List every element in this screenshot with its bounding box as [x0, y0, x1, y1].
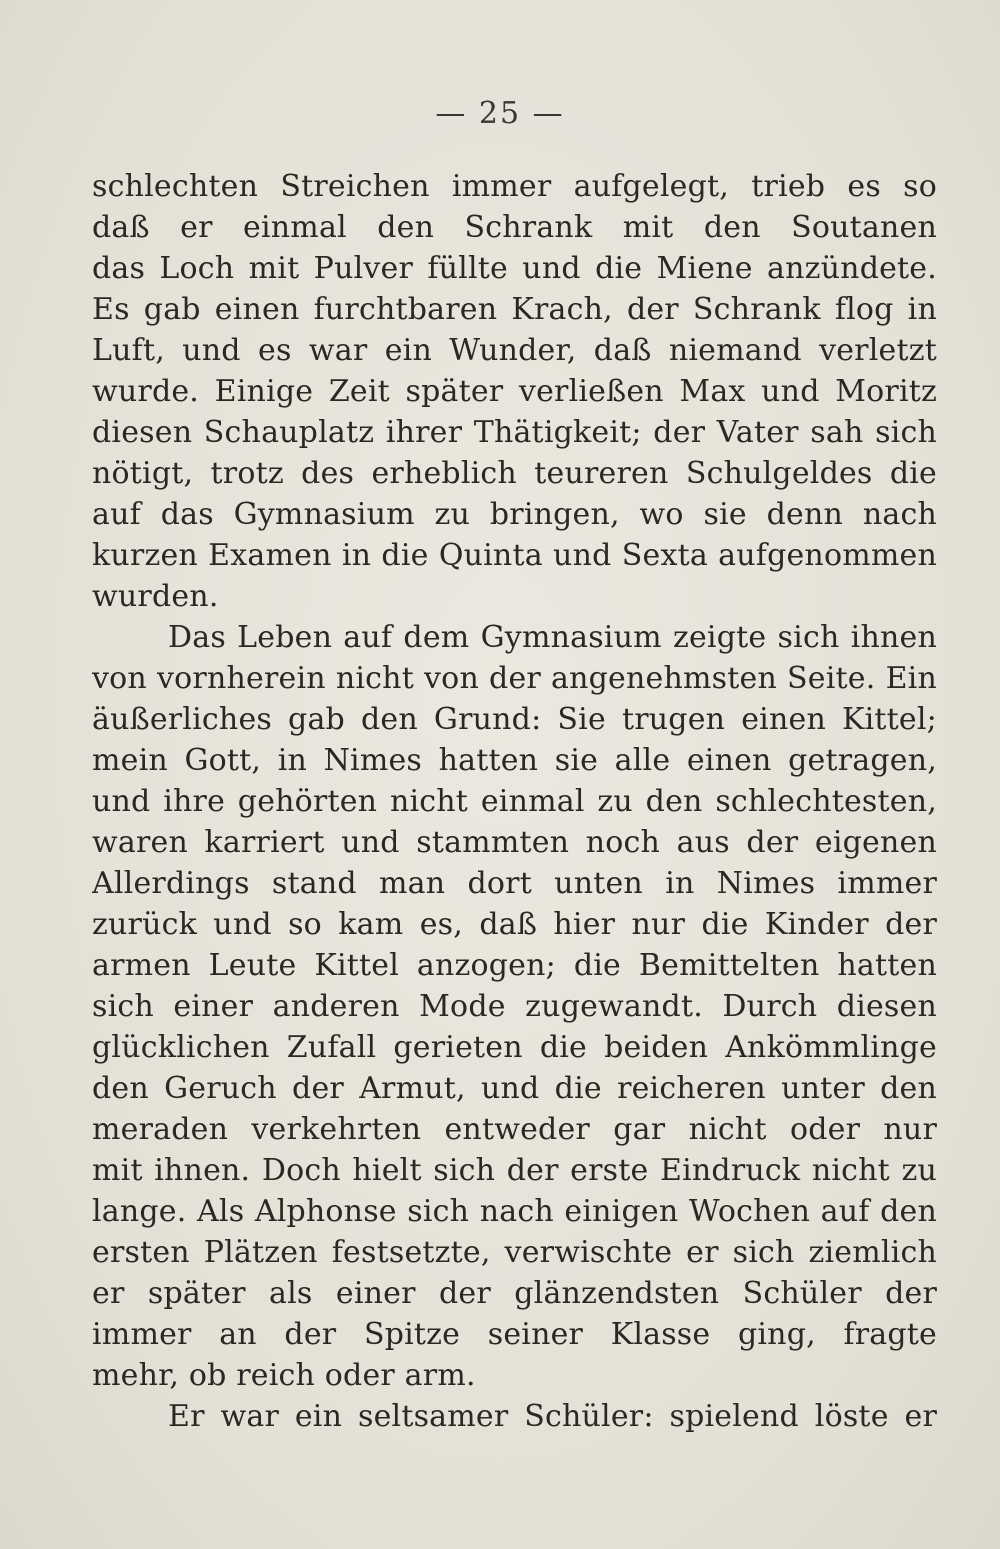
text-line: schlechten Streichen immer aufgelegt, trieb es so — [92, 169, 937, 204]
text-line: lange. Als Alphonse sich nach einigen Wochen auf den — [92, 1194, 937, 1229]
text-line: Luft, und es war ein Wunder, daß niemand verletzt — [92, 333, 937, 368]
text-line-paragraph-end: wurden. — [92, 579, 219, 614]
text-line: meraden verkehrten entweder gar nicht oder nur — [92, 1112, 937, 1147]
text-line: mein Gott, in Nimes hatten sie alle einen getragen, — [92, 743, 937, 778]
body-text — [92, 166, 937, 1437]
text-line-paragraph-end: mehr, ob reich oder arm. — [92, 1358, 476, 1393]
text-line: wurde. Einige Zeit später verließen Max und Moritz — [92, 374, 937, 409]
text-line: kurzen Examen in die Quinta und Sexta aufgenommen — [92, 538, 937, 573]
text-line: von vornherein nicht von der angenehmsten Seite. Ein — [92, 661, 937, 696]
text-line: den Geruch der Armut, und die reicheren unter den — [92, 1071, 937, 1106]
text-line: immer an der Spitze seiner Klasse ging, fragte — [92, 1317, 937, 1352]
page-number: — 25 — — [435, 96, 565, 131]
text-line: nötigt, trotz des erheblich teureren Schulgeldes die — [92, 456, 937, 491]
text-line-paragraph-start: Das Leben auf dem Gymnasium zeigte sich ihnen — [168, 620, 937, 655]
text-line: und ihre gehörten nicht einmal zu den schlechtesten, — [92, 784, 937, 819]
text-line: daß er einmal den Schrank mit den Soutanen — [92, 210, 937, 245]
text-line-paragraph-start: Er war ein seltsamer Schüler: spielend löste er — [168, 1399, 937, 1434]
text-line: äußerliches gab den Grund: Sie trugen einen Kittel; — [92, 702, 937, 737]
text-line: armen Leute Kittel anzogen; die Bemittelten hatten — [92, 948, 937, 983]
text-line: sich einer anderen Mode zugewandt. Durch diesen — [92, 989, 937, 1024]
text-line: Es gab einen furchtbaren Krach, der Schrank flog in — [92, 292, 937, 327]
text-line: mit ihnen. Doch hielt sich der erste Eindruck nicht zu — [92, 1153, 937, 1188]
text-line: waren karriert und stammten noch aus der eigenen — [92, 825, 937, 860]
text-line: glücklichen Zufall gerieten die beiden Ankömmlinge — [92, 1030, 937, 1065]
text-line: diesen Schauplatz ihrer Thätigkeit; der Vater sah sich — [92, 415, 937, 450]
text-line: ersten Plätzen festsetzte, verwischte er sich ziemlich — [92, 1235, 937, 1270]
text-line: zurück und so kam es, daß hier nur die Kinder der — [92, 907, 937, 942]
text-line: das Loch mit Pulver füllte und die Miene anzündete. — [92, 251, 937, 286]
text-line: auf das Gymnasium zu bringen, wo sie denn nach — [92, 497, 937, 532]
text-line: er später als einer der glänzendsten Schüler der — [92, 1276, 937, 1311]
text-line: Allerdings stand man dort unten in Nimes immer — [92, 866, 937, 901]
